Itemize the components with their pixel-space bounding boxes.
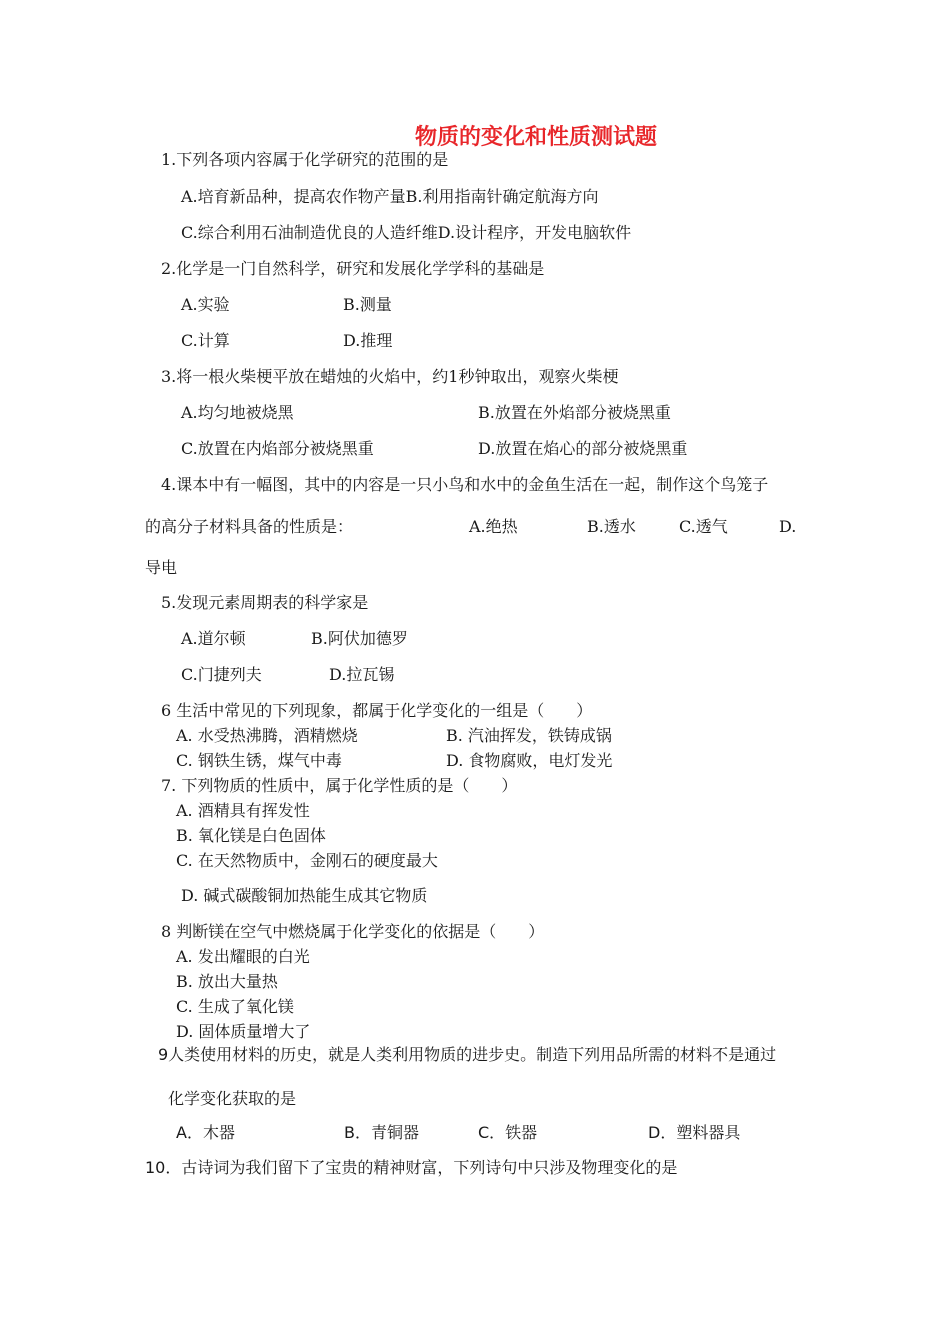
q9-stem-line1: 9人类使用材料的历史，就是人类利用物质的进步史。制造下列用品所需的材料不是通过 <box>158 1045 777 1064</box>
q7-option-b: B. 氧化镁是白色固体 <box>176 826 326 845</box>
q3-option-d: D.放置在焰心的部分被烧黑重 <box>478 439 688 458</box>
q4-stem-line1: 4.课本中有一幅图，其中的内容是一只小鸟和水中的金鱼生活在一起，制作这个鸟笼子 <box>161 475 769 494</box>
q4-option-d: D. <box>779 517 797 536</box>
q8-option-b: B. 放出大量热 <box>176 972 278 991</box>
q6-option-c: C. 钢铁生锈，煤气中毒 <box>176 751 342 770</box>
q7-option-c: C. 在天然物质中，金刚石的硬度最大 <box>176 851 438 870</box>
q4-option-d-text: 导电 <box>145 558 178 577</box>
q8-option-a: A. 发出耀眼的白光 <box>176 947 310 966</box>
q3-stem: 3.将一根火柴梗平放在蜡烛的火焰中，约1秒钟取出，观察火柴梗 <box>161 367 619 386</box>
q5-option-b: B.阿伏加德罗 <box>311 629 408 648</box>
q5-option-d: D.拉瓦锡 <box>329 665 395 684</box>
q4-option-c: C.透气 <box>679 517 728 536</box>
q9-stem-line2: 化学变化获取的是 <box>168 1089 297 1108</box>
q10-stem: 10．古诗词为我们留下了宝贵的精神财富，下列诗句中只涉及物理变化的是 <box>145 1158 678 1177</box>
q6-option-b: B. 汽油挥发，铁铸成锅 <box>446 726 612 745</box>
q4-stem-line2: 的高分子材料具备的性质是： <box>145 517 354 536</box>
q6-option-a: A. 水受热沸腾，酒精燃烧 <box>176 726 358 745</box>
q9-option-a: A．木器 <box>176 1123 235 1142</box>
q9-option-b: B．青铜器 <box>344 1123 419 1142</box>
page-title: 物质的变化和性质测试题 <box>415 125 658 150</box>
q5-stem: 5.发现元素周期表的科学家是 <box>161 593 369 612</box>
q8-option-d: D. 固体质量增大了 <box>176 1022 311 1041</box>
q2-option-a: A.实验 <box>181 295 230 314</box>
q7-option-a: A. 酒精具有挥发性 <box>176 801 310 820</box>
q8-option-c: C. 生成了氧化镁 <box>176 997 294 1016</box>
q7-stem: 7. 下列物质的性质中，属于化学性质的是（ ） <box>161 776 518 795</box>
q6-option-d: D. 食物腐败，电灯发光 <box>446 751 613 770</box>
q1-options-row1: A.培育新品种，提高农作物产量B.利用指南针确定航海方向 <box>181 187 599 206</box>
q3-option-a: A.均匀地被烧黑 <box>181 403 294 422</box>
q6-stem: 6 生活中常见的下列现象，都属于化学变化的一组是（ ） <box>161 701 593 720</box>
q8-stem: 8 判断镁在空气中燃烧属于化学变化的依据是（ ） <box>161 922 545 941</box>
q5-option-c: C.门捷列夫 <box>181 665 262 684</box>
q4-option-a: A.绝热 <box>469 517 518 536</box>
q1-stem: 1.下列各项内容属于化学研究的范围的是 <box>161 150 449 169</box>
q2-stem: 2.化学是一门自然科学，研究和发展化学学科的基础是 <box>161 259 545 278</box>
q1-options-row2: C.综合利用石油制造优良的人造纤维D.设计程序，开发电脑软件 <box>181 223 632 242</box>
q4-option-b: B.透水 <box>587 517 636 536</box>
q7-option-d: D. 碱式碳酸铜加热能生成其它物质 <box>181 886 428 905</box>
q2-option-b: B.测量 <box>343 295 392 314</box>
q5-option-a: A.道尔顿 <box>181 629 246 648</box>
q2-option-d: D.推理 <box>343 331 393 350</box>
q9-option-c: C．铁器 <box>478 1123 538 1142</box>
q3-option-c: C.放置在内焰部分被烧黑重 <box>181 439 374 458</box>
q3-option-b: B.放置在外焰部分被烧黑重 <box>478 403 671 422</box>
q2-option-c: C.计算 <box>181 331 230 350</box>
q9-option-d: D．塑料器具 <box>648 1123 741 1142</box>
